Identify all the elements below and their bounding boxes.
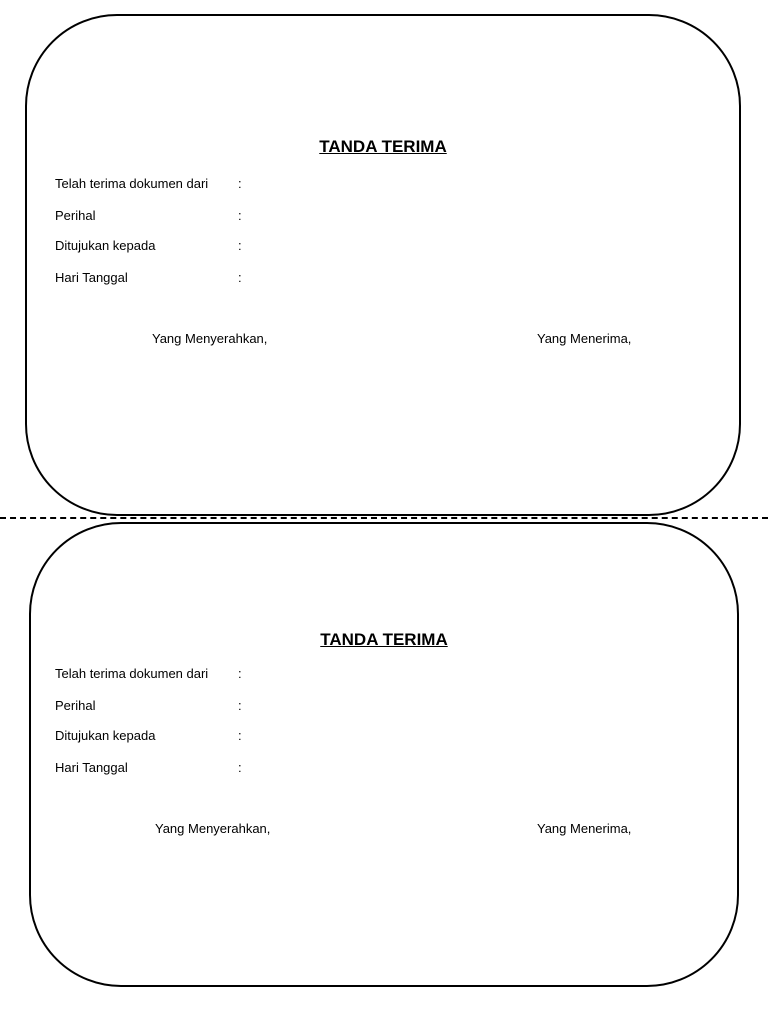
field-label: Ditujukan kepada [55,728,156,743]
receipt-title: TANDA TERIMA [320,630,448,649]
receiver-signature-label: Yang Menerima, [537,331,632,346]
field-label: Perihal [55,208,96,223]
field-colon: : [238,238,242,253]
receipt-card-top [25,14,741,516]
field-colon: : [238,270,242,285]
field-colon: : [238,698,242,713]
receipt-title: TANDA TERIMA [319,137,447,156]
receipt-card-bottom [29,522,739,987]
field-colon: : [238,208,242,223]
field-label: Perihal [55,698,96,713]
field-colon: : [238,176,242,191]
giver-signature-label: Yang Menyerahkan, [155,821,271,836]
cut-line-divider [0,517,768,519]
field-label: Hari Tanggal [55,760,128,775]
giver-signature-label: Yang Menyerahkan, [152,331,268,346]
field-colon: : [238,760,242,775]
field-label: Ditujukan kepada [55,238,156,253]
field-label: Telah terima dokumen dari [55,666,209,681]
field-label: Hari Tanggal [55,270,128,285]
field-colon: : [238,666,242,681]
field-label: Telah terima dokumen dari [55,176,209,191]
field-colon: : [238,728,242,743]
receiver-signature-label: Yang Menerima, [537,821,632,836]
